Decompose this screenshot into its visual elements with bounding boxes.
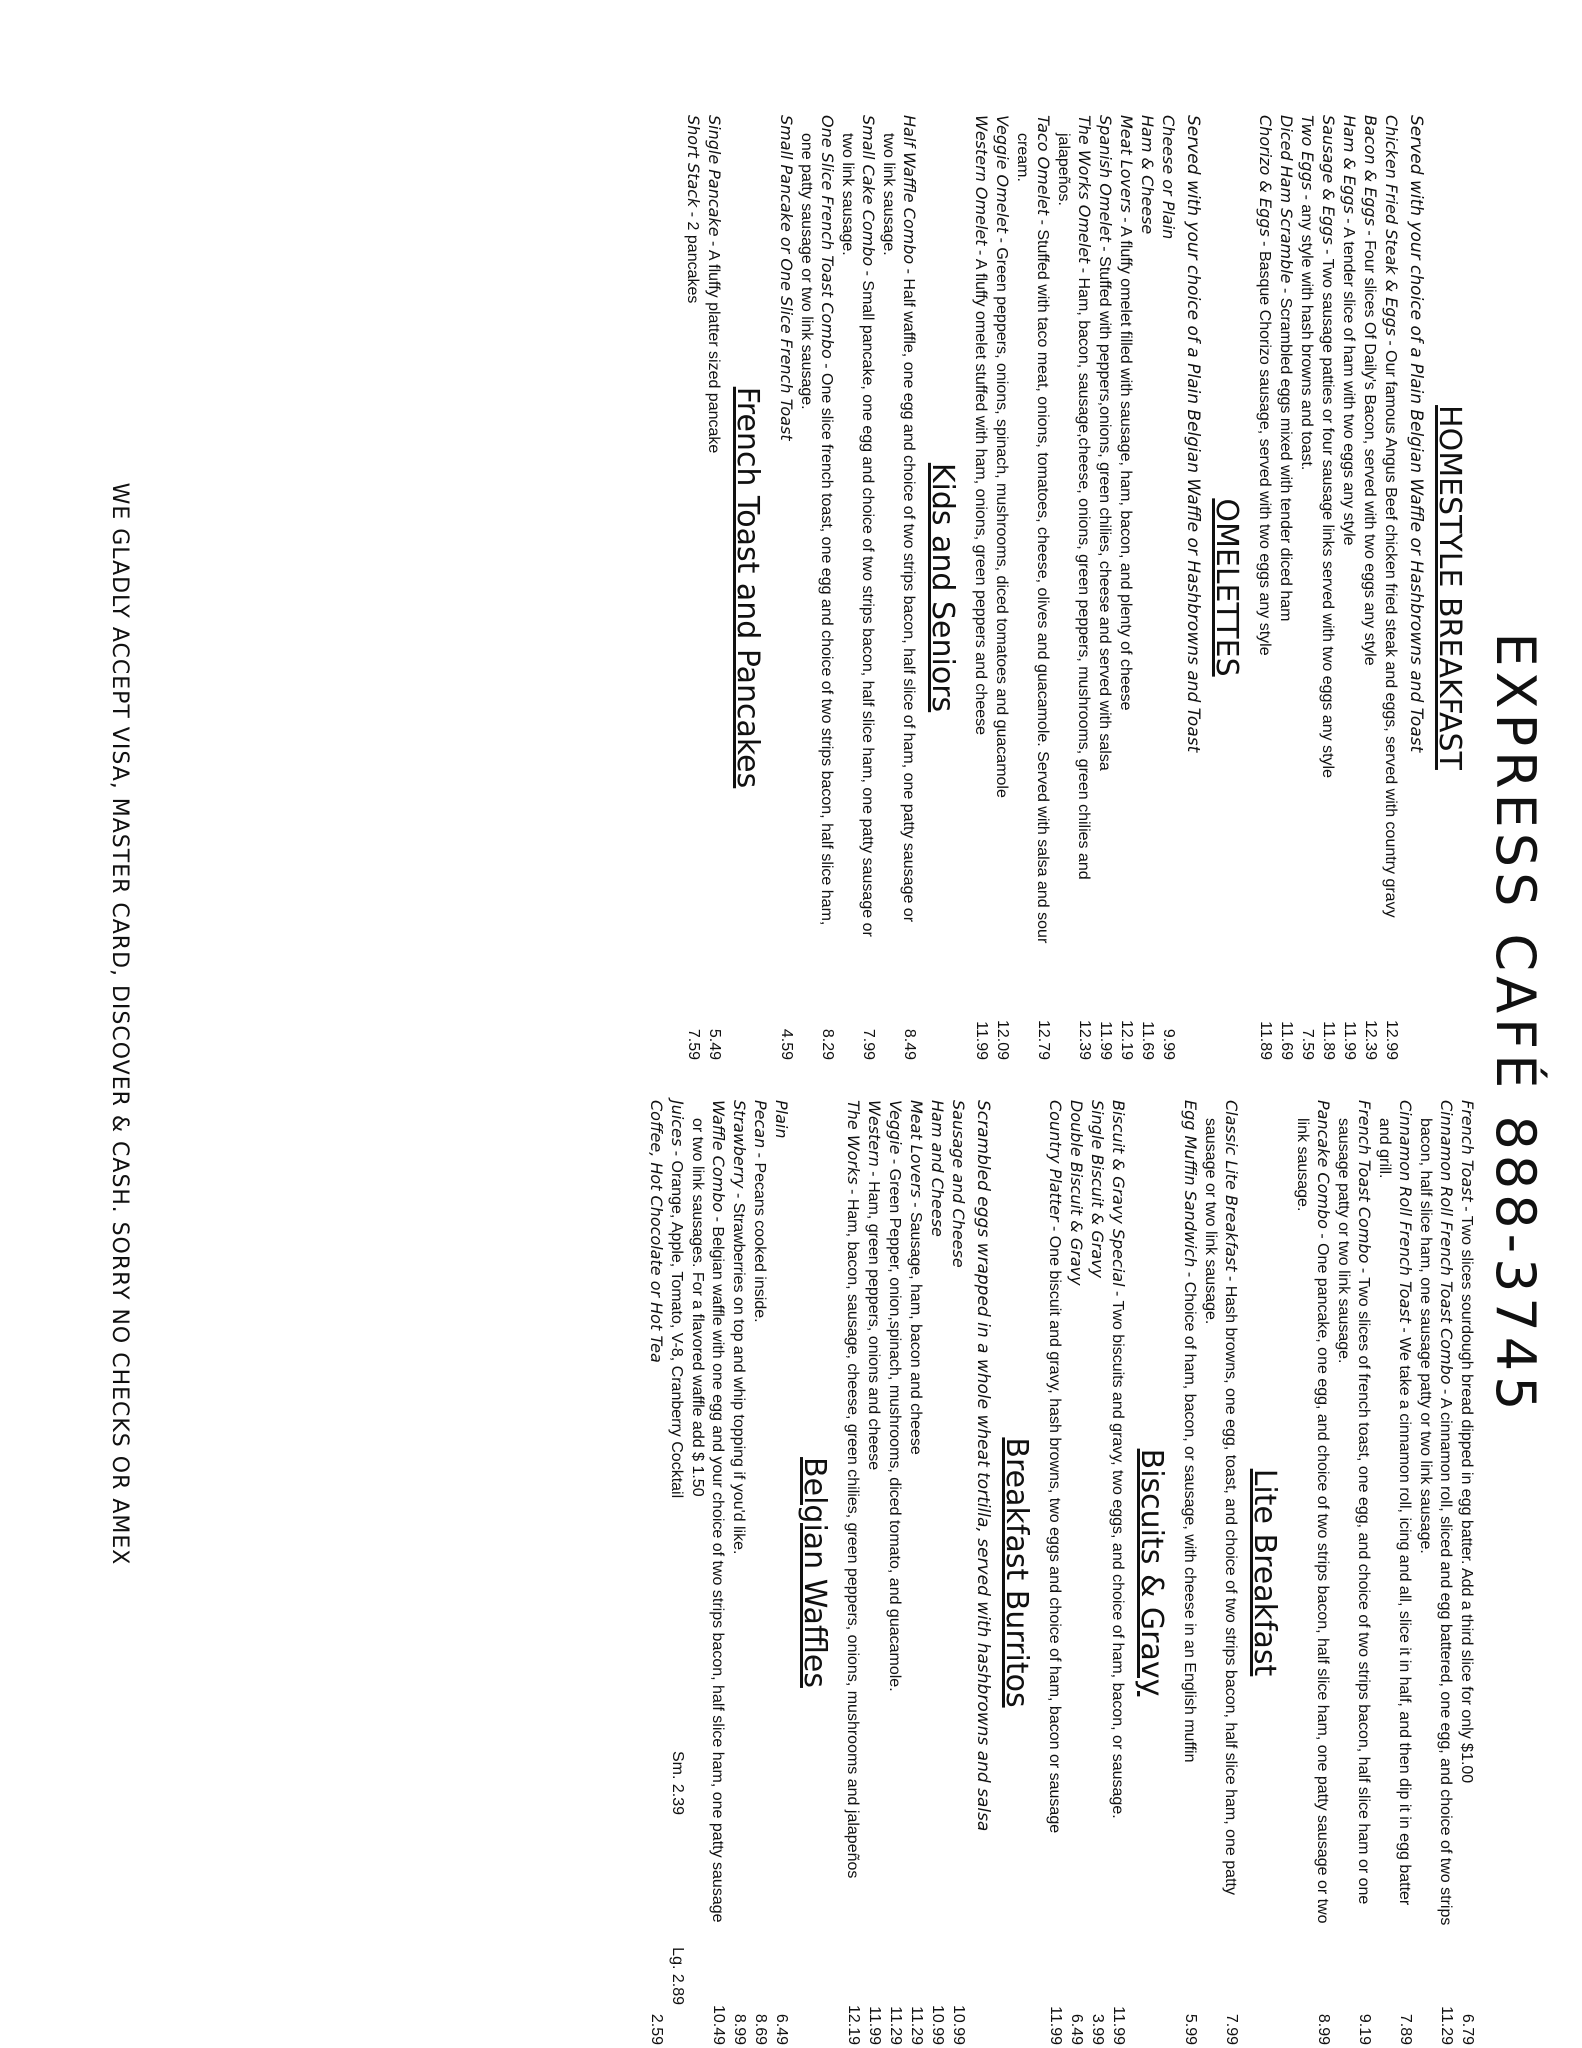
menu-item-desc: - Small pancake, one egg and choice of two strips bacon, half slice ham, one patty sausage or two link sausage. [839, 133, 876, 937]
menu-item-price: 10.99 [950, 2004, 967, 2045]
menu-item-name: Single Biscuit & Gravy [1088, 1100, 1107, 1279]
menu-item-price: 5.49 [706, 1028, 723, 1060]
menu-item-desc: - One pancake, one egg, and choice of two strips bacon, half slice ham, one patty sausage or two link sausage. [1294, 1118, 1331, 1924]
menu-item [1136, 115, 1157, 1060]
page-title: EXPRESS CAFÉ 888-3745 [1484, 632, 1547, 1416]
menu-item-name: Pancake Combo [1314, 1100, 1333, 1229]
menu-item-desc: - A cinnamon roll, sliced and egg battered, one egg, and choice of two strips bacon, half slice ham, one sausage patty or two link sausage. [1417, 1118, 1454, 1926]
menu-item-name: Classic Lite Breakfast [1222, 1100, 1241, 1272]
menu-item-price: 12.99 [1383, 1019, 1400, 1060]
menu-item-price: 11.29 [1438, 2006, 1455, 2045]
menu-item-name: Western [865, 1100, 884, 1167]
juices-item [666, 1100, 687, 2045]
menu-item-name: Half Waffle Combo [900, 115, 919, 265]
menu-item-price: 8.99 [1315, 2013, 1332, 2045]
menu-item [1275, 115, 1296, 1060]
menu-item-name: Veggie Omelet [993, 115, 1012, 234]
biscuits-title: Biscuits & Gravy [1134, 1448, 1169, 1697]
menu-item-name: Meat Lovers [907, 1100, 926, 1198]
menu-item-name: Single Pancake [705, 115, 724, 237]
menu-item-name: Cinnamon Roll French Toast Combo [1437, 1100, 1456, 1385]
menu-item-name: Spanish Omelet [1096, 115, 1115, 242]
menu-item-desc: - Two slices sourdough bread dipped in egg batter. Add a third slice for only $1.00 [1458, 1201, 1475, 1784]
menu-item-price: 10.49 [710, 2004, 727, 2045]
menu-item-desc: - Half waffle, one egg and choice of two strips bacon, half slice of ham, one patty sausage or two link sausage. [880, 133, 917, 923]
omelettes-intro: Served with your choice of a Plain Belgian Waffle or Hashbrowns and Toast [1183, 115, 1203, 753]
menu-item-price: 8.99 [731, 2013, 748, 2045]
menu-item [991, 115, 1012, 1060]
menu-item-price: 11.29 [887, 2006, 904, 2045]
menu-item [905, 1100, 926, 2045]
menu-item-desc: - We take a cinnamon roll, icing and all, slice it in half, and then dip it in egg batter and grill. [1376, 1118, 1413, 1906]
menu-item [1012, 115, 1053, 1060]
menu-item-name: Two Eggs [1298, 115, 1317, 191]
menu-item [775, 115, 796, 1060]
omelettes-list [970, 115, 1178, 1060]
burritos-intro: Scrambled eggs wrapped in a whole wheat tortilla, served with hashbrowns and salsa [973, 1100, 993, 1832]
menu-item-desc: - Stuffed with peppers,onions, green chilies, cheese and served with salsa [1096, 241, 1113, 771]
menu-item-desc: - Ham, green peppers, onions and cheese [865, 1166, 882, 1471]
menu-item-price: 11.99 [1110, 2006, 1127, 2045]
menu-item-price: 11.99 [1341, 1021, 1358, 1060]
menu-item-name: Diced Ham Scramble [1277, 115, 1296, 284]
menu-item [1086, 1100, 1107, 2045]
menu-item-name: Egg Muffin Sandwich [1181, 1100, 1200, 1268]
menu-item [728, 1100, 749, 2045]
menu-item-name: Sausage and Cheese [949, 1100, 968, 1268]
menu-item-desc: - A fluffy omelet filled with sausage, ham, bacon, and plenty of cheese [1117, 212, 1134, 711]
menu-item-price: 12.79 [1035, 1019, 1052, 1060]
menu-item [1338, 115, 1359, 1060]
menu-item-price: 4.59 [778, 1028, 795, 1060]
right-column [645, 1100, 1477, 2045]
menu-item [1456, 1100, 1477, 2045]
menu-item [749, 1100, 770, 2045]
menu-item [682, 115, 703, 1060]
menu-item [878, 115, 919, 1060]
menu-item-name: Pecan [751, 1100, 770, 1149]
menu-item-name: Meat Lovers [1117, 115, 1136, 213]
menu-item-price: 11.99 [866, 2006, 883, 2045]
menu-item-desc: - Green Pepper, onion,spinach, mushrooms, diced tomato, and guacamole. [886, 1154, 903, 1692]
menu-item-desc: - Two slices of french toast, one egg, and choice of two strips bacon, half slice ham or one sausage patty or two link sausage. [1335, 1118, 1372, 1905]
menu-item [970, 115, 991, 1060]
menu-item-price: 5.99 [1182, 2013, 1199, 2045]
omelettes-title: OMELETTES [1209, 498, 1244, 677]
menu-item-name: Cheese or Plain [1159, 115, 1178, 240]
menu-item-desc: - any style with hash browns and toast. [1298, 190, 1315, 471]
menu-item-price: 11.69 [1139, 1021, 1156, 1060]
menu-item-price: 12.09 [994, 1019, 1011, 1060]
menu-item-desc: - Two sausage patties or four sausage links served with two eggs any style [1319, 244, 1336, 778]
kids-list [775, 115, 919, 1060]
menu-item-name: French Toast [1458, 1100, 1477, 1202]
menu-item-desc: - One biscuit and gravy, hash browns, two eggs and choice of ham, bacon or sausage [1046, 1221, 1063, 1834]
menu-item-price: 11.89 [1257, 1021, 1274, 1060]
homestyle-intro: Served with your choice of a Plain Belgian Waffle or Hashbrowns and Toast [1406, 115, 1426, 753]
payment-footer: WE GLADLY ACCEPT VISA, MASTER CARD, DISCOVER & CASH. SORRY NO CHECKS OR AMEX [107, 482, 132, 1566]
menu-item-name: French Toast Combo [1355, 1100, 1374, 1264]
menu-item-desc: - Belgian waffle with one egg and your choice of two strips bacon, half slice ham, one patty sausage or two link sausages. For a flavored waffle add $ 1.50 [689, 1118, 726, 1923]
menu-item-name: Veggie [886, 1100, 905, 1155]
menu-item [1333, 1100, 1374, 2045]
menu-item [1374, 1100, 1415, 2045]
menu-item-desc: - Pecans cooked inside. [751, 1148, 768, 1323]
menu-item-desc: - Basque Chorizo sausage, served with two eggs any style [1256, 236, 1273, 656]
menu-item-price: 9.99 [1160, 1028, 1177, 1060]
french-toast-top-list [1292, 1100, 1477, 2045]
menu-item-price: 11.99 [973, 1021, 990, 1060]
menu-item-price: 12.39 [1076, 1019, 1093, 1060]
menu-item [1200, 1100, 1241, 2045]
menu-item-name: Short Stack [684, 115, 703, 208]
menu-item-name: Ham & Eggs [1340, 115, 1359, 214]
menu-item-desc: - Ham, bacon, sausage, cheese, green chilies, green peppers, onions, mushrooms and jalapeños [844, 1184, 861, 1879]
menu-item [1415, 1100, 1456, 2045]
menu-item-desc: - Sausage, ham, bacon and cheese [907, 1197, 924, 1455]
menu-item [1107, 1100, 1128, 2045]
menu-item-price: 3.99 [1089, 2013, 1106, 2045]
menu-item-name: Chorizo & Eggs [1256, 115, 1275, 237]
menu-item [1292, 1100, 1333, 2045]
menu-item [1065, 1100, 1086, 2045]
menu-item [1044, 1100, 1065, 2045]
menu-item-price: 7.99 [1223, 2013, 1240, 2045]
menu-item-price: 6.49 [773, 2013, 790, 2045]
biscuits-list [1044, 1100, 1128, 2045]
juices-sm-price: Sm. 2.39 [669, 1750, 686, 1815]
menu-item [1254, 115, 1275, 1060]
menu-item-name: Plain [772, 1100, 791, 1139]
menu-item-name: Country Platter [1046, 1100, 1065, 1222]
menu-item-price: 12.39 [1362, 1019, 1379, 1060]
menu-item-name: Double Biscuit & Gravy [1067, 1100, 1086, 1286]
menu-item-name: The Works [844, 1100, 863, 1185]
menu-item-price: 12.19 [1118, 1019, 1135, 1060]
menu-item-desc: - Ham, bacon, sausage,cheese, onions, green peppers, mushrooms, green chilies and jalapeños. [1055, 133, 1092, 880]
menu-item [947, 1100, 968, 2045]
menu-item [1157, 115, 1178, 1060]
menu-item [842, 1100, 863, 2045]
menu-item-price: 11.99 [1097, 1021, 1114, 1060]
menu-item-desc: - 2 pancakes [684, 207, 701, 304]
burritos-list [842, 1100, 968, 2045]
menu-item-desc: - Green peppers, onions, spinach, mushrooms, diced tomatoes and guacamole [993, 233, 1010, 798]
menu-item [1094, 115, 1115, 1060]
menu-item [1359, 115, 1380, 1060]
menu-item-desc: - Stuffed with taco meat, onions, tomatoes, cheese, olives and guacamole. Served with salsa and sour cream. [1014, 133, 1051, 944]
menu-item-name: Bacon & Eggs [1361, 115, 1380, 226]
menu-item-name: Chicken Fried Steak & Eggs [1382, 115, 1401, 336]
menu-item [1115, 115, 1136, 1060]
menu-item-name: Strawberry [730, 1100, 749, 1189]
menu-item-desc: - Two biscuits and gravy, two eggs, and choice of ham, bacon, or sausage. [1109, 1286, 1126, 1819]
menu-item-price: 7.59 [685, 1028, 702, 1060]
left-column [682, 115, 1477, 1060]
menu-item [884, 1100, 905, 2045]
menu-item-name: Waffle Combo [709, 1100, 728, 1213]
coffee-price: 2.59 [648, 2013, 665, 2045]
menu-item [770, 1100, 791, 2045]
menu-item-name: Cinnamon Roll French Toast [1396, 1100, 1415, 1323]
menu-item-desc: - One slice french toast, one egg and choice of two strips bacon, half slice ham, one patty sausage or two link sausage. [798, 133, 835, 926]
coffee-name: Coffee, Hot Chocolate or Hot Tea [647, 1100, 666, 1363]
kids-title: Kids and Seniors [925, 462, 960, 713]
menu-item-desc: - A tender slice of ham with two eggs any style [1340, 213, 1357, 546]
menu-item-name: Biscuit & Gravy Special [1109, 1100, 1128, 1287]
menu-item-desc: - Choice of ham, bacon, or sausage, with cheese in an English muffin [1181, 1267, 1198, 1763]
menu-item-name: The Works Omelet [1075, 115, 1094, 264]
juices-name: Juices [668, 1100, 687, 1147]
menu-item [1317, 115, 1338, 1060]
menu-item-name: Ham & Cheese [1138, 115, 1157, 235]
menu-item [687, 1100, 728, 2045]
menu-item-name: Ham and Cheese [928, 1100, 947, 1237]
menu-item-price: 11.29 [908, 2006, 925, 2045]
menu-item-price: 8.49 [901, 1028, 918, 1060]
juices-lg-price: Lg. 2.89 [669, 1947, 686, 2005]
menu-item-price: 7.99 [860, 1028, 877, 1060]
french-toast-list [682, 115, 724, 1060]
menu-item-name: One Slice French Toast Combo [818, 115, 837, 359]
menu-item-price: 6.79 [1459, 2013, 1476, 2045]
waffles-list [687, 1100, 791, 2045]
homestyle-list [1254, 115, 1401, 1060]
menu-item-name: Sausage & Eggs [1319, 115, 1338, 245]
menu-item-price: 11.99 [1047, 2006, 1064, 2045]
menu-item-desc: - Our famous Angus Beef chicken fried steak and eggs, served with country gravy [1382, 335, 1399, 918]
menu-item-desc: - A fluffy omelet stuffed with ham, onions, green peppers and cheese [972, 245, 989, 736]
menu-item [1296, 115, 1317, 1060]
menu-item-name: Taco Omelet [1034, 115, 1053, 216]
menu-item-desc: - Strawberries on top and whip topping if you'd like. [730, 1188, 747, 1555]
juices-desc: - Orange, Apple, Tomato, V-8, Cranberry Cocktail [668, 1146, 685, 1499]
menu-item [863, 1100, 884, 2045]
burritos-title: Breakfast Burritos [999, 1437, 1034, 1708]
menu-item-price: 7.89 [1397, 2013, 1414, 2045]
homestyle-title: HOMESTYLE BREAKFAST [1432, 405, 1467, 770]
menu-item-price: 12.19 [845, 2004, 862, 2045]
menu-item [796, 115, 837, 1060]
menu-item-name: Small Pancake or One Slice French Toast [777, 115, 796, 441]
menu-item-desc: - Hash browns, one egg, toast, and choice of two strips bacon, half slice ham, one patty sausage or two link sausage. [1202, 1118, 1239, 1895]
menu-item-desc: - Scrambled eggs mixed with tender diced ham [1277, 283, 1294, 622]
menu-item-price: 11.89 [1320, 1021, 1337, 1060]
menu-item [1053, 115, 1094, 1060]
menu-item-name: Small Cake Combo [859, 115, 878, 267]
lite-title: Lite Breakfast [1247, 1468, 1282, 1677]
coffee-item [645, 1100, 666, 2045]
menu-item-price: 8.69 [752, 2013, 769, 2045]
menu-item-price: 7.59 [1299, 1028, 1316, 1060]
menu-item-price: 10.99 [929, 2004, 946, 2045]
lite-list [1179, 1100, 1241, 2045]
menu-item [926, 1100, 947, 2045]
menu-item-name: Western Omelet [972, 115, 991, 246]
menu-item [1179, 1100, 1200, 2045]
menu-item-price: 8.29 [819, 1028, 836, 1060]
waffles-title: Belgian Waffles [797, 1457, 832, 1688]
menu-item-price: 9.19 [1356, 2013, 1373, 2045]
menu-item [703, 115, 724, 1060]
menu-item-desc: - A fluffy platter sized pancake [705, 236, 722, 454]
menu-item [837, 115, 878, 1060]
menu-item-price: 6.49 [1068, 2013, 1085, 2045]
menu-item-price: 11.69 [1278, 1021, 1295, 1060]
menu-item-desc: - Four slices Of Daily's Bacon, served with two eggs any style [1361, 225, 1378, 666]
menu-item [1380, 115, 1401, 1060]
french-toast-title: French Toast and Pancakes [730, 386, 765, 789]
